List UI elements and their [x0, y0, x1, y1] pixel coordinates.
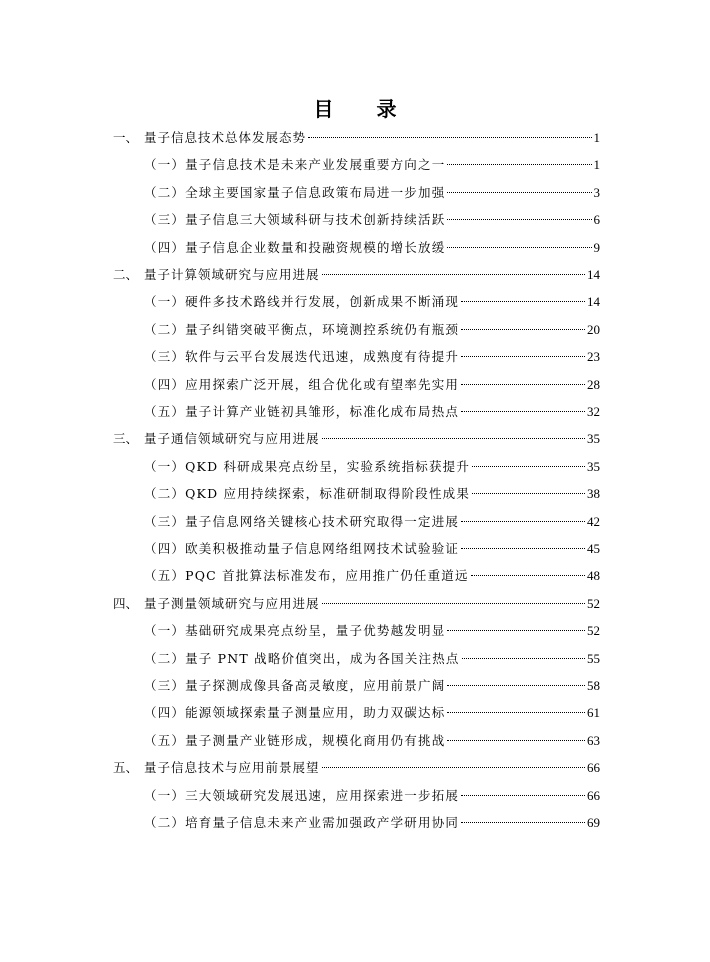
- toc-page-number: 48: [587, 568, 600, 584]
- toc-section-entry[interactable]: [144, 731, 600, 751]
- toc-section-entry[interactable]: [144, 676, 600, 696]
- toc-entry-title: （二）量子 PNT 战略价值突出，成为各国关注热点: [144, 650, 460, 666]
- toc-page-number: 55: [587, 650, 600, 666]
- toc-entry-title: （一）硬件多技术路线并行发展，创新成果不断涌现: [144, 294, 460, 310]
- toc-chapter-number: 五、: [113, 760, 139, 776]
- toc-section-entry[interactable]: [144, 210, 600, 230]
- toc-dot-leader: [461, 301, 585, 302]
- toc-chapter-number: 三、: [113, 431, 139, 447]
- toc-entry-title: （一）三大领域研究发展迅速，应用探索进一步拓展: [144, 787, 460, 803]
- toc-page-number: 28: [587, 376, 600, 392]
- toc-entry-title: （三）软件与云平台发展迭代迅速，成熟度有待提升: [144, 349, 460, 365]
- toc-chapter-entry[interactable]: [113, 128, 600, 148]
- toc-page-number: 61: [587, 705, 600, 721]
- toc-entry-title: （一）量子信息技术是未来产业发展重要方向之一: [144, 157, 446, 173]
- toc-entry-title: （三）量子信息网络关键核心技术研究取得一定进展: [144, 513, 460, 529]
- toc-page-number: 3: [593, 184, 600, 200]
- toc-dot-leader: [461, 329, 585, 330]
- toc-section-entry[interactable]: [144, 183, 600, 203]
- toc-page-number: 45: [587, 541, 600, 556]
- toc-dot-leader: [461, 411, 585, 412]
- toc-page-number: 6: [593, 212, 600, 228]
- toc-section-entry[interactable]: [144, 621, 600, 641]
- toc-dot-leader: [461, 795, 585, 796]
- toc-dot-leader: [447, 192, 591, 193]
- toc-section-entry[interactable]: [144, 649, 600, 669]
- toc-page-number: 38: [587, 486, 600, 502]
- toc-page-number: 66: [587, 787, 600, 803]
- toc-dot-leader: [447, 247, 591, 248]
- toc-chapter-entry[interactable]: [113, 429, 600, 449]
- toc-dot-leader: [322, 767, 585, 768]
- toc-page-number: 35: [587, 458, 600, 474]
- toc-page-number: 58: [587, 678, 600, 693]
- toc-chapter-number: 四、: [113, 595, 139, 611]
- toc-dot-leader: [322, 274, 585, 275]
- toc-entry-title: 量子计算领域研究与应用进展: [144, 267, 320, 282]
- toc-page-number: 42: [587, 513, 600, 529]
- toc-dot-leader: [461, 822, 585, 823]
- toc-entry-title: （二）QKD 应用持续探索，标准研制取得阶段性成果: [144, 486, 471, 502]
- toc-entry-title: （一）QKD 科研成果亮点纷呈，实验系统指标获提升: [144, 458, 471, 474]
- toc-page-number: 1: [593, 157, 600, 173]
- toc-section-entry[interactable]: [144, 786, 600, 806]
- toc-dot-leader: [447, 685, 585, 686]
- toc-page-number: 63: [587, 732, 600, 748]
- toc-entry-title: （五）PQC 首批算法标准发布，应用推广仍任重道远: [144, 568, 469, 584]
- toc-entry-title: 量子测量领域研究与应用进展: [144, 595, 320, 611]
- toc-page-number: 23: [587, 349, 600, 365]
- toc-entry-title: （二）培育量子信息未来产业需加强政产学研用协同: [144, 815, 460, 830]
- toc-page-number: 20: [587, 321, 600, 337]
- toc-entry-title: （二）全球主要国家量子信息政策布局进一步加强: [144, 184, 446, 200]
- toc-page-number: 52: [587, 623, 600, 639]
- toc-page-number: 9: [593, 239, 600, 255]
- toc-page-number: 14: [587, 294, 600, 310]
- toc-section-entry[interactable]: [144, 813, 600, 833]
- toc-page-number: 66: [587, 760, 600, 776]
- toc-entry-title: （四）能源领域探索量子测量应用，助力双碳达标: [144, 705, 446, 721]
- toc-dot-leader: [472, 466, 585, 467]
- toc-dot-leader: [461, 548, 585, 549]
- toc-dot-leader: [462, 658, 585, 659]
- toc-dot-leader: [461, 384, 585, 385]
- toc-dot-leader: [308, 137, 591, 138]
- toc-dot-leader: [447, 164, 591, 165]
- toc-dot-leader: [447, 712, 585, 713]
- page-title: 目 录: [313, 97, 415, 121]
- toc-section-entry[interactable]: [144, 539, 600, 559]
- toc-dot-leader: [447, 630, 585, 631]
- toc-entry-title: （三）量子信息三大领域科研与技术创新持续活跃: [144, 212, 446, 228]
- toc-dot-leader: [472, 493, 585, 494]
- toc-section-entry[interactable]: [144, 292, 600, 312]
- toc-dot-leader: [322, 438, 585, 439]
- toc-section-entry[interactable]: [144, 484, 600, 504]
- toc-page-number: 1: [593, 130, 600, 145]
- toc-dot-leader: [322, 603, 585, 604]
- toc-page-number: 35: [587, 431, 600, 447]
- toc-entry-title: 量子信息技术与应用前景展望: [144, 760, 320, 776]
- toc-section-entry[interactable]: [144, 402, 600, 422]
- toc-section-entry[interactable]: [144, 238, 600, 258]
- toc-dot-leader: [447, 219, 591, 220]
- toc-chapter-entry[interactable]: [113, 758, 600, 778]
- toc-section-entry[interactable]: [144, 320, 600, 340]
- toc-chapter-number: 二、: [113, 267, 139, 282]
- toc-dot-leader: [461, 356, 585, 357]
- toc-section-entry[interactable]: [144, 375, 600, 395]
- toc-page-number: 14: [587, 267, 600, 282]
- toc-dot-leader: [447, 740, 585, 741]
- toc-entry-title: 量子通信领域研究与应用进展: [144, 431, 320, 447]
- toc-entry-title: （三）量子探测成像具备高灵敏度，应用前景广阔: [144, 678, 446, 693]
- toc-page-number: 52: [587, 595, 600, 611]
- toc-section-entry[interactable]: [144, 703, 600, 723]
- toc-section-entry[interactable]: [144, 155, 600, 175]
- toc-dot-leader: [461, 521, 585, 522]
- toc-section-entry[interactable]: [144, 347, 600, 367]
- toc-section-entry[interactable]: [144, 457, 600, 477]
- toc-page-number: 32: [587, 404, 600, 419]
- toc-entry-title: （五）量子测量产业链形成，规模化商用仍有挑战: [144, 732, 446, 748]
- toc-entry-title: （五）量子计算产业链初具雏形，标准化成布局热点: [144, 404, 460, 419]
- toc-entry-title: （四）应用探索广泛开展，组合优化或有望率先实用: [144, 376, 460, 392]
- toc-chapter-number: 一、: [113, 130, 139, 145]
- toc-entry-title: （四）量子信息企业数量和投融资规模的增长放缓: [144, 239, 446, 255]
- toc-section-entry[interactable]: [144, 512, 600, 532]
- toc-page-number: 69: [587, 815, 600, 830]
- toc-entry-title: （一）基础研究成果亮点纷呈，量子优势越发明显: [144, 623, 446, 639]
- toc-entry-title: 量子信息技术总体发展态势: [144, 130, 307, 145]
- toc-section-entry[interactable]: [144, 566, 600, 586]
- toc-chapter-entry[interactable]: [113, 594, 600, 614]
- toc-dot-leader: [471, 575, 585, 576]
- toc-entry-title: （四）欧美积极推动量子信息网络组网技术试验验证: [144, 541, 460, 556]
- toc-chapter-entry[interactable]: [113, 265, 600, 285]
- toc-entry-title: （二）量子纠错突破平衡点，环境测控系统仍有瓶颈: [144, 321, 460, 337]
